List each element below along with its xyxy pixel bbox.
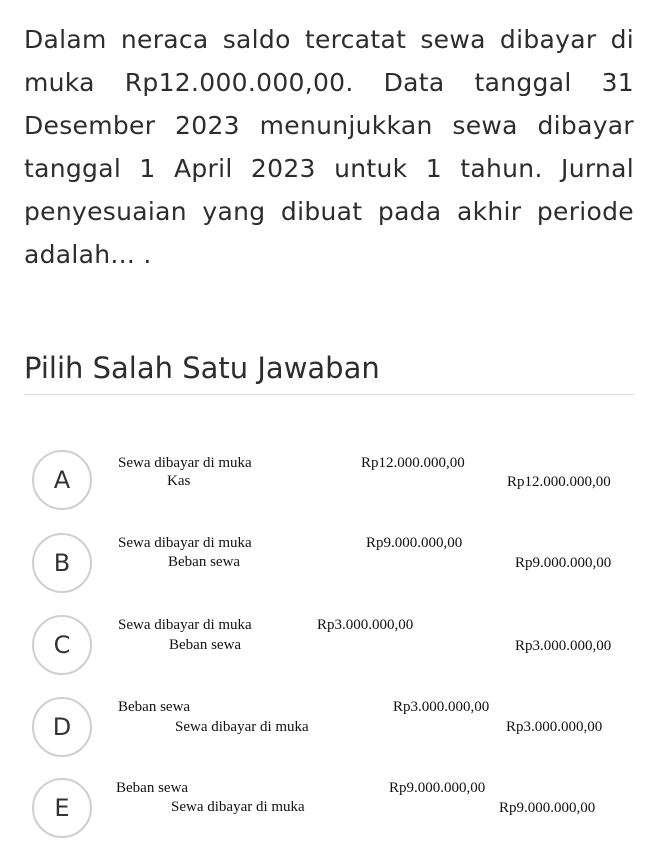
option-d-debit-account: Beban sewa	[118, 699, 191, 715]
option-b[interactable]	[0, 526, 657, 596]
option-c-credit-account: Beban sewa	[169, 637, 242, 653]
question-text: Dalam neraca saldo tercatat sewa dibayar di muka Rp12.000.000,00. Data tanggal 31 Desember 2023 menunjukkan sewa dibayar tanggal 1 April 2023 untuk 1 tahun. Jurnal penyesuaian yang dibuat pada akhir periode adalah... .	[24, 25, 634, 269]
option-a-credit-amount: Rp12.000.000,00	[507, 474, 611, 490]
option-e-debit-account: Beban sewa	[116, 780, 189, 796]
option-b-credit-account: Beban sewa	[168, 554, 241, 570]
option-d-debit-amount: Rp3.000.000,00	[393, 699, 490, 715]
option-e-credit-account: Sewa dibayar di muka	[171, 799, 305, 815]
option-b-debit-account: Sewa dibayar di muka	[118, 535, 252, 551]
answer-section-title: Pilih Salah Satu Jawaban	[24, 351, 380, 385]
option-c[interactable]	[0, 608, 657, 678]
option-b-credit-amount: Rp9.000.000,00	[515, 555, 612, 571]
option-c-credit-amount: Rp3.000.000,00	[515, 638, 612, 654]
option-d-letter[interactable]: D	[32, 697, 92, 757]
option-e-letter[interactable]: E	[32, 778, 92, 838]
option-d-credit-amount: Rp3.000.000,00	[506, 719, 603, 735]
option-d[interactable]	[0, 690, 657, 760]
option-e[interactable]	[0, 771, 657, 841]
option-b-letter[interactable]: B	[32, 533, 92, 593]
section-divider	[24, 394, 634, 395]
option-b-debit-amount: Rp9.000.000,00	[366, 535, 463, 551]
option-a-debit-amount: Rp12.000.000,00	[361, 455, 465, 471]
option-e-debit-amount: Rp9.000.000,00	[389, 780, 486, 796]
option-a-letter[interactable]: A	[32, 450, 92, 510]
option-a[interactable]	[0, 443, 657, 513]
option-d-credit-account: Sewa dibayar di muka	[175, 719, 309, 735]
option-a-credit-account: Kas	[167, 473, 191, 489]
option-c-letter[interactable]: C	[32, 615, 92, 675]
option-c-debit-account: Sewa dibayar di muka	[118, 617, 252, 633]
option-a-debit-account: Sewa dibayar di muka	[118, 455, 252, 471]
option-c-debit-amount: Rp3.000.000,00	[317, 617, 414, 633]
option-e-credit-amount: Rp9.000.000,00	[499, 800, 596, 816]
